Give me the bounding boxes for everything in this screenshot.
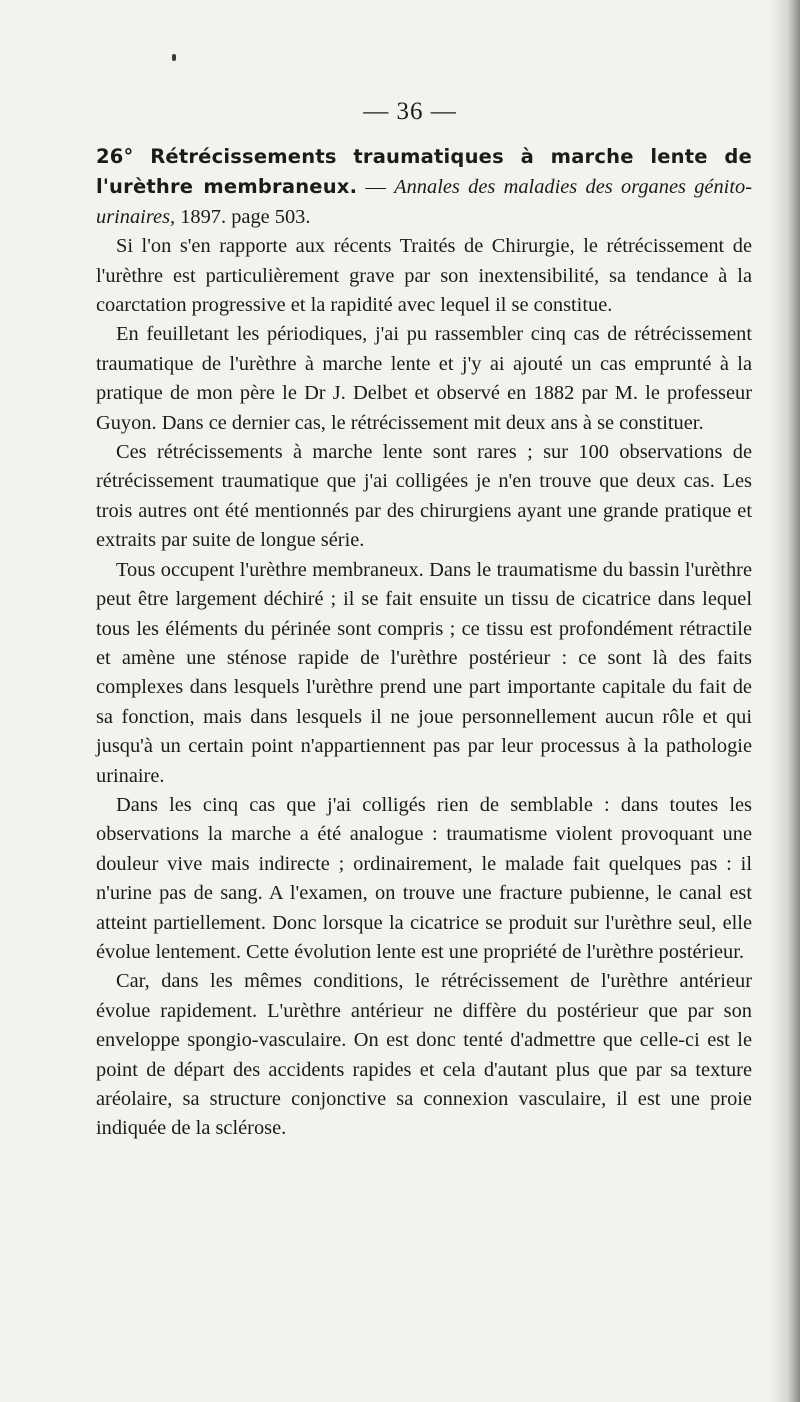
paragraph-2: En feuilletant les périodiques, j'ai pu rassembler cinq cas de rétrécissement traumatique de l'urèthre à marche lente et j'y ai ajouté un cas emprunté à la pratique de mon père le Dr J. Delbet et observé en 1882 par M. le professeur Guyon. Dans ce dernier cas, le rétrécissement mit deux ans à se constituer. — [96, 323, 752, 434]
journal-name: Annales des maladies des organes génito-urinaires, — [96, 176, 752, 228]
entry-dash: — — [357, 176, 395, 199]
journal-citation: 1897. page 503. — [175, 205, 311, 228]
paragraph-3: Ces rétrécissements à marche lente sont rares ; sur 100 observations de rétrécissement traumatique que j'ai colligées je n'en trouve que deux cas. Les trois autres ont été mentionnés par des chirurgiens ayant une grande pratique et extraits par suite de longue série. — [96, 441, 752, 552]
ink-speck — [172, 54, 176, 61]
paragraph-1: Si l'on s'en rapporte aux récents Traités de Chirurgie, le rétrécissement de l'urèthre est particulièrement grave par son inextensibilité, sa tendance à la coarctation progressive et la rapidité avec lequel il se constitue. — [96, 235, 752, 317]
paragraph-6: Car, dans les mêmes conditions, le rétrécissement de l'urèthre antérieur évolue rapidement. L'urèthre antérieur ne diffère du postérieur que par son enveloppe spongio-vasculaire. On est donc tenté d'admettre que celle-ci est le point de départ des accidents rapides et cela d'autant plus que par sa texture aréolaire, sa structure conjonctive sa connexion vasculaire, il est une proie indiquée de la sclérose. — [96, 970, 752, 1140]
paragraph-4: Tous occupent l'urèthre membraneux. Dans le traumatisme du bassin l'urèthre peut être largement déchiré ; il se fait ensuite un tissu de cicatrice dans lequel tous les éléments du périnée sont compris ; ce tissu est profondément rétractile et amène une sténose rapide de l'urèthre postérieur : ce sont là des faits complexes dans lesquels l'urèthre prend une part importante capitale du fait de sa fonction, mais dans lesquels il ne joue personnellement aucun rôle et qui jusqu'à un certain point n'appartiennent pas par leur processus à la pathologie urinaire. — [96, 558, 752, 787]
entry-heading — [96, 142, 752, 232]
article-body — [96, 142, 752, 1144]
paragraph-5: Dans les cinq cas que j'ai colligés rien de semblable : dans toutes les observations la marche a été analogue : traumatisme violent provoquant une douleur vive mais indirecte ; ordinairement, le malade fait quelques pas : il n'urine pas de sang. A l'examen, on trouve une fracture pubienne, le canal est atteint partiellement. Donc lorsque la cicatrice se produit sur l'urèthre seul, elle évolue lentement. Cette évolution lente est une propriété de l'urèthre postérieur. — [96, 793, 752, 963]
entry-title: 26° Rétrécissements traumatiques à marche lente de l'urèthre membraneux. — [96, 145, 752, 199]
page-number: — 36 — — [363, 98, 457, 125]
page-binding-shadow — [770, 0, 800, 1402]
